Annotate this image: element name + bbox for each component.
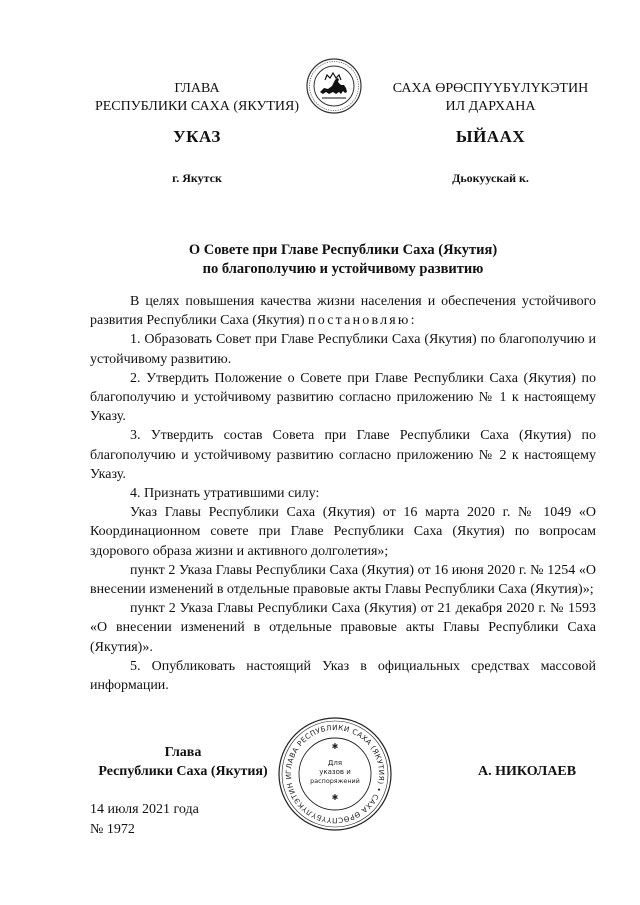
signer-name: А. НИКОЛАЕВ (478, 764, 577, 779)
stamp-ring-text: ГЛАВА РЕСПУБЛИКИ САХА (ЯКУТИЯ) • САХА ӨРӨСПҮҮБҮЛҮКЭТИН И (283, 722, 387, 826)
intro-paragraph (90, 292, 596, 330)
signature-title-line1: Глава (164, 745, 202, 760)
title-line2: по благополучию и устойчивому развитию (202, 261, 484, 277)
header-right-line1: САХА ӨРӨСПҮҮБҮЛҮКЭТИН (392, 81, 589, 96)
body-item: пункт 2 Указа Главы Республики Саха (Якутия) от 16 июня 2020 г. № 1254 «О внесении изменений в отдельные правовые акты Главы Республики Саха (Якутия)»; (90, 562, 596, 598)
header-right (378, 80, 603, 116)
body-item: 2. Утвердить Положение о Совете при Главе Республики Саха (Якутия) по благополучию и устойчивому развитию согласно приложению № 1 к настоящему Указу. (90, 370, 596, 425)
doc-type-right: ЫЙААХ (455, 127, 526, 146)
title-line1: О Совете при Главе Республики Саха (Якутия) (188, 242, 498, 258)
official-seal-stamp (276, 715, 394, 833)
document-title (90, 241, 596, 279)
header-left-line2: РЕСПУБЛИКИ САХА (ЯКУТИЯ) (94, 99, 300, 114)
body-item: 4. Признать утратившими силу: (130, 486, 320, 502)
city-right: Дьокуускай к. (452, 171, 529, 185)
body-item: пункт 2 Указа Главы Республики Саха (Якутия) от 21 декабря 2020 г. № 1593 «О внесении изменений в отдельные правовые акты Главы Республики Саха (Якутия)». (90, 601, 596, 655)
header-right-line2: ИЛ ДАРХАНА (445, 99, 536, 114)
stamp-center-line2: указов и (319, 768, 351, 776)
document-body (90, 292, 596, 695)
decree-number: № 1972 (90, 822, 135, 837)
svg-text:✱: ✱ (331, 793, 339, 802)
footer (90, 800, 290, 840)
signature-title (88, 743, 278, 781)
signature-title-line2: Республики Саха (Якутия) (98, 764, 268, 779)
body-item: 5. Опубликовать настоящий Указ в официальных средствах массовой информации. (90, 658, 596, 694)
body-item: Указ Главы Республики Саха (Якутия) от 16 марта 2020 г. № 1049 «О Координационном совете при Главе Республики Саха (Якутия) по вопросам здорового образа жизни и активного долголетия»; (90, 505, 596, 559)
body-item: 1. Образовать Совет при Главе Республики Саха (Якутия) по благополучию и устойчивому развитию. (90, 332, 596, 367)
city-left: г. Якутск (172, 171, 222, 185)
intro-text: В целях повышения качества жизни населения и обеспечения устойчивого развития Республики Саха (Якутия) (90, 294, 596, 329)
header-left (82, 80, 312, 116)
stamp-center-line1: Для (327, 759, 343, 767)
svg-text:✱: ✱ (331, 742, 339, 751)
decree-word: постановляю: (308, 313, 417, 329)
coat-of-arms-emblem (306, 58, 362, 114)
body-item: 3. Утвердить состав Совета при Главе Республики Саха (Якутия) по благополучию и устойчивому развитию согласно приложению № 2 к настоящему Указу. (90, 428, 596, 482)
doc-type-left: УКАЗ (173, 127, 221, 146)
signing-date: 14 июля 2021 года (90, 802, 199, 817)
header-left-line1: ГЛАВА (174, 81, 220, 96)
stamp-center-line3: распоряжений (310, 777, 360, 785)
